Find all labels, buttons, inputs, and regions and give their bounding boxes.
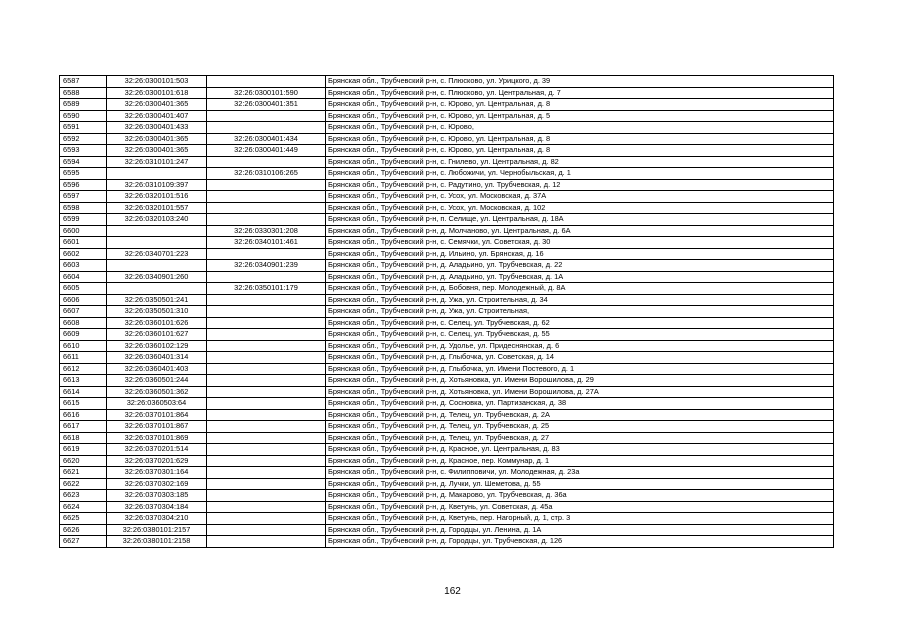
row-number-cell: 6592 [60,133,107,145]
row-number-cell: 6591 [60,122,107,134]
address-cell: Брянская обл., Трубчевский р-н, д. Ильино, ул. Брянская, д. 16 [326,248,834,260]
cadastral-number-cell: 32:26:0340901:260 [107,271,207,283]
parent-cadastral-number-cell [207,179,326,191]
address-cell: Брянская обл., Трубчевский р-н, с. Усох, ул. Московская, д. 37А [326,191,834,203]
parent-cadastral-number-cell [207,76,326,88]
row-number-cell: 6597 [60,191,107,203]
address-cell: Брянская обл., Трубчевский р-н, д. Глыбочка, ул. Советская, д. 14 [326,352,834,364]
row-number-cell: 6605 [60,283,107,295]
parent-cadastral-number-cell [207,248,326,260]
table-row [60,352,834,364]
parent-cadastral-number-cell: 32:26:0300101:590 [207,87,326,99]
table-row [60,524,834,536]
cadastral-number-cell: 32:26:0300401:365 [107,145,207,157]
cadastral-number-cell: 32:26:0310109:397 [107,179,207,191]
table-row [60,409,834,421]
parent-cadastral-number-cell [207,409,326,421]
table-row [60,536,834,548]
cadastral-number-cell: 32:26:0320103:240 [107,214,207,226]
row-number-cell: 6622 [60,478,107,490]
row-number-cell: 6606 [60,294,107,306]
cadastral-number-cell: 32:26:0300401:407 [107,110,207,122]
cadastral-number-cell: 32:26:0370201:514 [107,444,207,456]
table-row [60,501,834,513]
table-row [60,444,834,456]
cadastral-number-cell: 32:26:0340701:223 [107,248,207,260]
address-cell: Брянская обл., Трубчевский р-н, с. Плюсково, ул. Урицкого, д. 39 [326,76,834,88]
address-cell: Брянская обл., Трубчевский р-н, с. Семячки, ул. Советская, д. 30 [326,237,834,249]
address-cell: Брянская обл., Трубчевский р-н, д. Макарово, ул. Трубчевская, д. 36а [326,490,834,502]
cadastral-number-cell: 32:26:0300401:365 [107,133,207,145]
page-number: 162 [444,586,461,597]
cadastral-number-cell: 32:26:0310101:247 [107,156,207,168]
parent-cadastral-number-cell [207,490,326,502]
cadastral-number-cell: 32:26:0320101:516 [107,191,207,203]
parent-cadastral-number-cell [207,271,326,283]
table-row [60,375,834,387]
row-number-cell: 6602 [60,248,107,260]
parent-cadastral-number-cell [207,432,326,444]
row-number-cell: 6603 [60,260,107,272]
cadastral-number-cell: 32:26:0360101:627 [107,329,207,341]
parent-cadastral-number-cell [207,444,326,456]
row-number-cell: 6618 [60,432,107,444]
cadastral-number-cell: 32:26:0320101:557 [107,202,207,214]
parent-cadastral-number-cell [207,214,326,226]
parent-cadastral-number-cell: 32:26:0340101:461 [207,237,326,249]
table-row [60,191,834,203]
table-row [60,421,834,433]
address-cell: Брянская обл., Трубчевский р-н, д. Кветунь, пер. Нагорный, д. 1, стр. 3 [326,513,834,525]
cadastral-number-cell: 32:26:0370101:867 [107,421,207,433]
row-number-cell: 6594 [60,156,107,168]
table-row [60,478,834,490]
cadastral-number-cell: 32:26:0360102:129 [107,340,207,352]
cadastral-number-cell: 32:26:0300101:503 [107,76,207,88]
row-number-cell: 6595 [60,168,107,180]
row-number-cell: 6588 [60,87,107,99]
address-cell: Брянская обл., Трубчевский р-н, д. Хотьяновка, ул. Имени Ворошилова, д. 27А [326,386,834,398]
address-cell: Брянская обл., Трубчевский р-н, д. Аладьино, ул. Трубчевская, д. 22 [326,260,834,272]
cadastral-number-cell: 32:26:0300401:365 [107,99,207,111]
parent-cadastral-number-cell: 32:26:0310106:265 [207,168,326,180]
table-row [60,110,834,122]
parent-cadastral-number-cell [207,122,326,134]
address-cell: Брянская обл., Трубчевский р-н, д. Телец, ул. Трубчевская, д. 27 [326,432,834,444]
row-number-cell: 6587 [60,76,107,88]
row-number-cell: 6589 [60,99,107,111]
cadastral-number-cell: 32:26:0350501:241 [107,294,207,306]
table-row [60,398,834,410]
table-row [60,225,834,237]
address-cell: Брянская обл., Трубчевский р-н, с. Усох, ул. Московская, д. 102 [326,202,834,214]
parent-cadastral-number-cell [207,110,326,122]
table-row [60,156,834,168]
row-number-cell: 6617 [60,421,107,433]
address-cell: Брянская обл., Трубчевский р-н, д. Глыбочка, ул. Имени Постевого, д. 1 [326,363,834,375]
row-number-cell: 6616 [60,409,107,421]
registry-table-body [60,76,834,548]
address-cell: Брянская обл., Трубчевский р-н, д. Красное, пер. Коммунар, д. 1 [326,455,834,467]
cadastral-number-cell: 32:26:0360401:314 [107,352,207,364]
table-row [60,260,834,272]
row-number-cell: 6607 [60,306,107,318]
parent-cadastral-number-cell [207,421,326,433]
address-cell: Брянская обл., Трубчевский р-н, д. Телец, ул. Трубчевская, д. 2А [326,409,834,421]
parent-cadastral-number-cell [207,329,326,341]
parent-cadastral-number-cell [207,467,326,479]
cadastral-number-cell: 32:26:0360501:244 [107,375,207,387]
address-cell: Брянская обл., Трубчевский р-н, с. Любожичи, ул. Чернобыльская, д. 1 [326,168,834,180]
address-cell: Брянская обл., Трубчевский р-н, с. Радутино, ул. Трубчевская, д. 12 [326,179,834,191]
parent-cadastral-number-cell [207,340,326,352]
cadastral-number-cell [107,260,207,272]
parent-cadastral-number-cell [207,398,326,410]
cadastral-number-cell: 32:26:0370302:169 [107,478,207,490]
parent-cadastral-number-cell [207,191,326,203]
table-row [60,202,834,214]
parent-cadastral-number-cell [207,375,326,387]
row-number-cell: 6596 [60,179,107,191]
row-number-cell: 6600 [60,225,107,237]
parent-cadastral-number-cell: 32:26:0300401:434 [207,133,326,145]
parent-cadastral-number-cell [207,501,326,513]
parent-cadastral-number-cell [207,306,326,318]
table-row [60,76,834,88]
table-row [60,145,834,157]
address-cell: Брянская обл., Трубчевский р-н, д. Городцы, ул. Трубчевская, д. 126 [326,536,834,548]
row-number-cell: 6623 [60,490,107,502]
table-row [60,455,834,467]
address-cell: Брянская обл., Трубчевский р-н, д. Аладьино, ул. Трубчевская, д. 1А [326,271,834,283]
table-row [60,168,834,180]
row-number-cell: 6626 [60,524,107,536]
parent-cadastral-number-cell [207,156,326,168]
parent-cadastral-number-cell [207,536,326,548]
parent-cadastral-number-cell [207,455,326,467]
parent-cadastral-number-cell [207,513,326,525]
row-number-cell: 6615 [60,398,107,410]
row-number-cell: 6608 [60,317,107,329]
table-row [60,467,834,479]
parent-cadastral-number-cell: 32:26:0300401:351 [207,99,326,111]
cadastral-number-cell: 32:26:0370101:869 [107,432,207,444]
row-number-cell: 6611 [60,352,107,364]
cadastral-number-cell: 32:26:0370304:184 [107,501,207,513]
address-cell: Брянская обл., Трубчевский р-н, п. Селище, ул. Центральная, д. 18А [326,214,834,226]
row-number-cell: 6613 [60,375,107,387]
cadastral-number-cell: 32:26:0380101:2158 [107,536,207,548]
cadastral-number-cell: 32:26:0300101:618 [107,87,207,99]
row-number-cell: 6598 [60,202,107,214]
address-cell: Брянская обл., Трубчевский р-н, д. Хотьяновка, ул. Имени Ворошилова, д. 29 [326,375,834,387]
row-number-cell: 6614 [60,386,107,398]
cadastral-number-cell: 32:26:0370304:210 [107,513,207,525]
address-cell: Брянская обл., Трубчевский р-н, с. Гнилево, ул. Центральная, д. 82 [326,156,834,168]
cadastral-number-cell [107,237,207,249]
address-cell: Брянская обл., Трубчевский р-н, с. Селец, ул. Трубчевская, д. 62 [326,317,834,329]
parent-cadastral-number-cell [207,524,326,536]
row-number-cell: 6599 [60,214,107,226]
parent-cadastral-number-cell [207,478,326,490]
parent-cadastral-number-cell: 32:26:0350101:179 [207,283,326,295]
parent-cadastral-number-cell: 32:26:0340901:239 [207,260,326,272]
row-number-cell: 6621 [60,467,107,479]
row-number-cell: 6593 [60,145,107,157]
address-cell: Брянская обл., Трубчевский р-н, д. Ужа, ул. Строительная, [326,306,834,318]
cadastral-number-cell: 32:26:0300401:433 [107,122,207,134]
row-number-cell: 6625 [60,513,107,525]
cadastral-number-cell: 32:26:0350501:310 [107,306,207,318]
row-number-cell: 6612 [60,363,107,375]
table-row [60,133,834,145]
parent-cadastral-number-cell [207,317,326,329]
table-row [60,513,834,525]
table-row [60,122,834,134]
parent-cadastral-number-cell [207,363,326,375]
table-row [60,340,834,352]
table-row [60,179,834,191]
table-row [60,294,834,306]
table-row [60,432,834,444]
row-number-cell: 6627 [60,536,107,548]
address-cell: Брянская обл., Трубчевский р-н, с. Юрово, ул. Центральная, д. 8 [326,99,834,111]
parent-cadastral-number-cell [207,202,326,214]
cadastral-number-cell: 32:26:0380101:2157 [107,524,207,536]
table-row [60,87,834,99]
row-number-cell: 6624 [60,501,107,513]
cadastral-number-cell: 32:26:0360401:403 [107,363,207,375]
row-number-cell: 6620 [60,455,107,467]
row-number-cell: 6604 [60,271,107,283]
cadastral-number-cell: 32:26:0370301:164 [107,467,207,479]
address-cell: Брянская обл., Трубчевский р-н, с. Селец, ул. Трубчевская, д. 55 [326,329,834,341]
row-number-cell: 6601 [60,237,107,249]
parent-cadastral-number-cell: 32:26:0300401:449 [207,145,326,157]
table-row [60,271,834,283]
address-cell: Брянская обл., Трубчевский р-н, д. Удолье, ул. Придеснянская, д. 6 [326,340,834,352]
table-row [60,386,834,398]
table-row [60,237,834,249]
cadastral-number-cell: 32:26:0370201:629 [107,455,207,467]
parent-cadastral-number-cell [207,352,326,364]
address-cell: Брянская обл., Трубчевский р-н, с. Юрово, ул. Центральная, д. 5 [326,110,834,122]
table-row [60,306,834,318]
address-cell: Брянская обл., Трубчевский р-н, д. Лучки, ул. Шеметова, д. 55 [326,478,834,490]
cadastral-number-cell: 32:26:0370303:185 [107,490,207,502]
address-cell: Брянская обл., Трубчевский р-н, с. Филипповичи, ул. Молодежная, д. 23а [326,467,834,479]
parent-cadastral-number-cell [207,386,326,398]
row-number-cell: 6619 [60,444,107,456]
parent-cadastral-number-cell [207,294,326,306]
table-row [60,329,834,341]
address-cell: Брянская обл., Трубчевский р-н, д. Сосновка, ул. Партизанская, д. 38 [326,398,834,410]
cadastral-number-cell [107,283,207,295]
address-cell: Брянская обл., Трубчевский р-н, с. Плюсково, ул. Центральная, д. 7 [326,87,834,99]
table-row [60,363,834,375]
address-cell: Брянская обл., Трубчевский р-н, д. Бобовня, пер. Молодежный, д. 8А [326,283,834,295]
table-row [60,214,834,226]
table-row [60,248,834,260]
address-cell: Брянская обл., Трубчевский р-н, д. Кветунь, ул. Советская, д. 45а [326,501,834,513]
table-row [60,490,834,502]
cadastral-number-cell: 32:26:0370101:864 [107,409,207,421]
table-row [60,317,834,329]
table-row [60,99,834,111]
address-cell: Брянская обл., Трубчевский р-н, д. Городцы, ул. Ленина, д. 1А [326,524,834,536]
registry-table [59,75,834,548]
table-row [60,283,834,295]
row-number-cell: 6610 [60,340,107,352]
address-cell: Брянская обл., Трубчевский р-н, д. Молчаново, ул. Центральная, д. 6А [326,225,834,237]
cadastral-number-cell: 32:26:0360503:64 [107,398,207,410]
address-cell: Брянская обл., Трубчевский р-н, д. Телец, ул. Трубчевская, д. 25 [326,421,834,433]
address-cell: Брянская обл., Трубчевский р-н, с. Юрово, ул. Центральная, д. 8 [326,133,834,145]
row-number-cell: 6590 [60,110,107,122]
parent-cadastral-number-cell: 32:26:0330301:208 [207,225,326,237]
cadastral-number-cell: 32:26:0360101:626 [107,317,207,329]
address-cell: Брянская обл., Трубчевский р-н, с. Юрово, ул. Центральная, д. 8 [326,145,834,157]
cadastral-number-cell [107,168,207,180]
address-cell: Брянская обл., Трубчевский р-н, с. Юрово, [326,122,834,134]
cadastral-number-cell [107,225,207,237]
address-cell: Брянская обл., Трубчевский р-н, д. Красное, ул. Центральная, д. 83 [326,444,834,456]
row-number-cell: 6609 [60,329,107,341]
address-cell: Брянская обл., Трубчевский р-н, д. Ужа, ул. Строительная, д. 34 [326,294,834,306]
cadastral-number-cell: 32:26:0360501:362 [107,386,207,398]
